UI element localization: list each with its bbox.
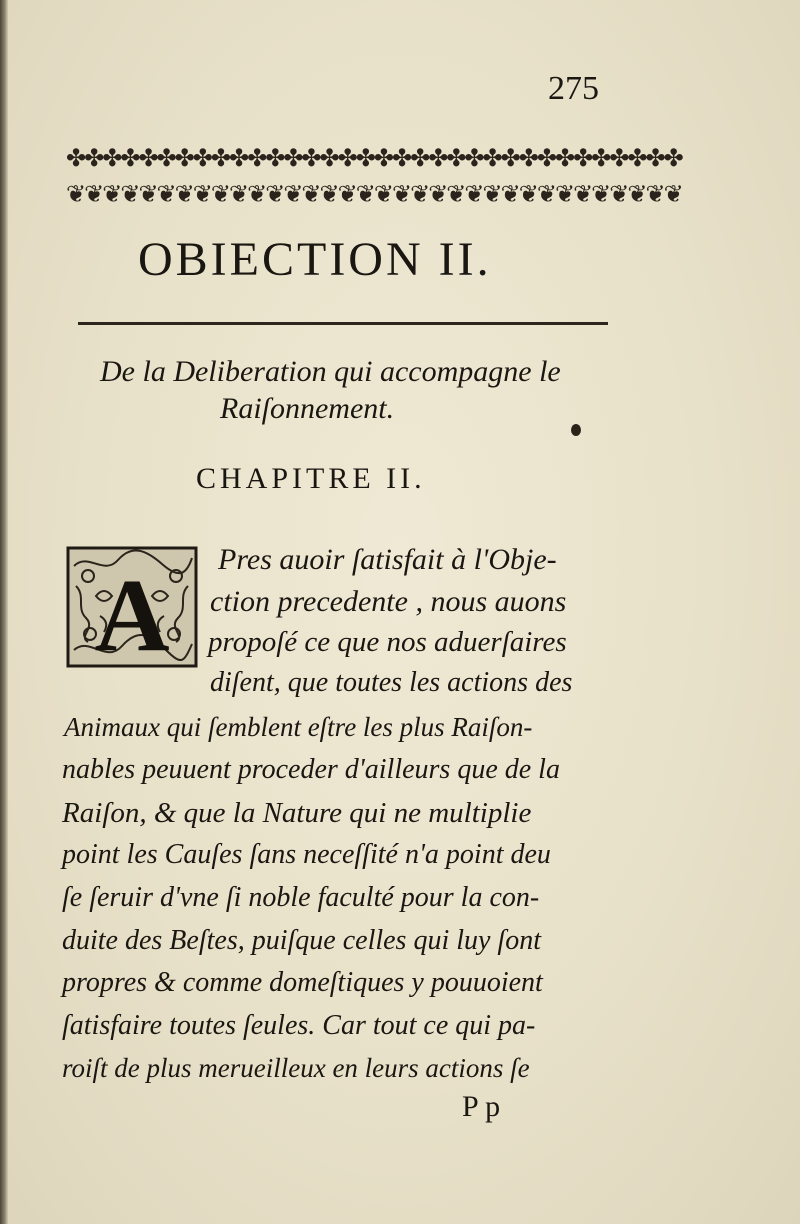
body-line-5: Animaux qui ſemblent eſtre les plus Raiſon- — [64, 712, 533, 742]
drop-cap-letter: A — [94, 558, 170, 673]
horizontal-rule — [78, 322, 608, 325]
page-number: 275 — [548, 70, 599, 107]
subtitle-line-1: De la Deliberation qui accompagne le — [100, 355, 561, 388]
body-line-9: ſe ſeruir d'vne ſi noble faculté pour la con- — [62, 882, 540, 913]
ink-spot — [571, 424, 581, 436]
drop-cap-ornament-icon — [66, 546, 198, 673]
body-line-1: Pres auoir ſatisfait à l'Obje- — [218, 543, 557, 576]
body-line-3: propoſé ce que nos aduerſaires — [208, 626, 567, 658]
catchword: P p — [462, 1090, 501, 1123]
body-line-7: Raiſon, & que la Nature qui ne multiplie — [62, 797, 532, 829]
body-line-13: roiſt de plus merueilleux en leurs actions ſe — [62, 1053, 530, 1083]
body-line-2: ction precedente , nous auons — [210, 585, 567, 618]
ornament-band-bottom: ❦❦❦❦❦❦❦❦❦❦❦❦❦❦❦❦❦❦❦❦❦❦❦❦❦❦❦❦❦❦❦❦❦❦ — [66, 180, 682, 208]
chapter-heading: CHAPITRE II. — [196, 462, 426, 495]
body-line-12: ſatisfaire toutes ſeules. Car tout ce qui pa- — [62, 1010, 536, 1041]
subtitle-line-2: Raiſonnement. — [220, 392, 395, 425]
body-line-8: point les Cauſes ſans neceſſité n'a point deu — [62, 839, 551, 870]
body-line-6: nables peuuent proceder d'ailleurs que de la — [62, 754, 560, 785]
body-line-10: duite des Beſtes, puiſque celles qui luy ſont — [62, 925, 541, 956]
drop-cap-woodcut — [66, 546, 198, 673]
body-line-11: propres & comme domeſtiques y pouuoient — [62, 967, 543, 998]
body-line-4: diſent, que toutes les actions des — [210, 667, 573, 698]
ornament-band-top: ✤✤✤✤✤✤✤✤✤✤✤✤✤✤✤✤✤✤✤✤✤✤✤✤✤✤✤✤✤✤✤✤✤✤ — [66, 144, 682, 172]
objection-heading: OBIECTION II. — [138, 233, 492, 286]
page-edge — [0, 0, 8, 1224]
